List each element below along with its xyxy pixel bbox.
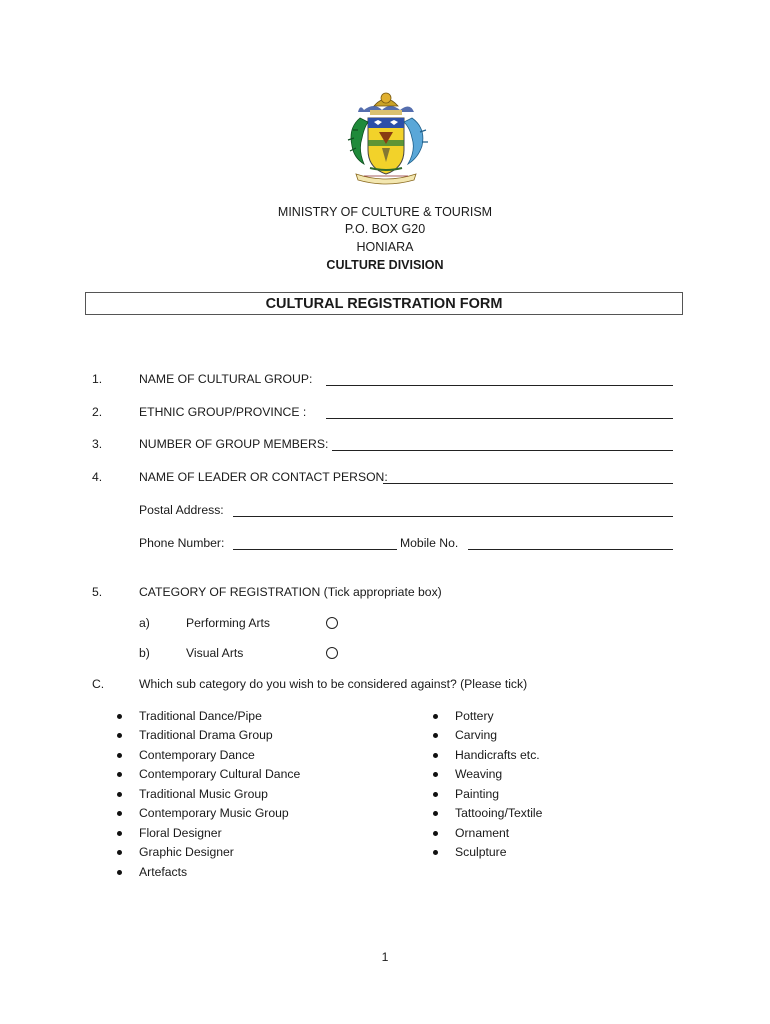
list-item[interactable]: Weaving xyxy=(455,767,503,781)
bullet-icon xyxy=(117,772,122,777)
page-number: 1 xyxy=(381,950,389,964)
division-name: CULTURE DIVISION xyxy=(326,258,444,272)
q2-label: ETHNIC GROUP/PROVINCE : xyxy=(139,405,307,419)
option-a-label: Performing Arts xyxy=(186,616,270,630)
bullet-icon xyxy=(117,831,122,836)
list-item[interactable]: Handicrafts etc. xyxy=(455,748,540,762)
qc-number: C. xyxy=(92,677,105,691)
q3-label: NUMBER OF GROUP MEMBERS: xyxy=(139,437,329,451)
bullet-icon xyxy=(433,772,438,777)
postal-address-field[interactable] xyxy=(233,504,673,517)
performing-arts-radio[interactable] xyxy=(326,617,338,629)
postal-label: Postal Address: xyxy=(139,503,224,517)
bullet-icon xyxy=(117,792,122,797)
mobile-label: Mobile No. xyxy=(400,536,459,550)
bullet-icon xyxy=(117,733,122,738)
bullet-icon xyxy=(117,870,122,875)
bullet-icon xyxy=(433,714,438,719)
list-item[interactable]: Traditional Music Group xyxy=(139,787,268,801)
list-item[interactable]: Tattooing/Textile xyxy=(455,806,543,820)
list-item[interactable]: Graphic Designer xyxy=(139,845,234,859)
bullet-icon xyxy=(433,753,438,758)
list-item[interactable]: Carving xyxy=(455,728,497,742)
list-item[interactable]: Traditional Dance/Pipe xyxy=(139,709,262,723)
member-count-field[interactable] xyxy=(332,438,673,451)
bullet-icon xyxy=(433,811,438,816)
bullet-icon xyxy=(433,850,438,855)
list-item[interactable]: Pottery xyxy=(455,709,494,723)
form-title-box xyxy=(85,292,683,315)
bullet-icon xyxy=(117,811,122,816)
list-item[interactable]: Sculpture xyxy=(455,845,507,859)
q1-label: NAME OF CULTURAL GROUP: xyxy=(139,372,313,386)
q2-number: 2. xyxy=(92,405,103,419)
list-item[interactable]: Painting xyxy=(455,787,500,801)
visual-arts-radio[interactable] xyxy=(326,647,338,659)
bullet-icon xyxy=(117,850,122,855)
contact-person-field[interactable] xyxy=(383,471,673,484)
option-b-label: Visual Arts xyxy=(186,646,244,660)
option-b-letter: b) xyxy=(139,646,150,660)
ministry-name: MINISTRY OF CULTURE & TOURISM xyxy=(277,205,493,219)
qc-label: Which sub category do you wish to be considered against? (Please tick) xyxy=(139,677,528,691)
bullet-icon xyxy=(433,733,438,738)
list-item[interactable]: Artefacts xyxy=(139,865,188,879)
phone-number-field[interactable] xyxy=(233,537,397,550)
q1-number: 1. xyxy=(92,372,103,386)
group-name-field[interactable] xyxy=(326,373,673,386)
q4-number: 4. xyxy=(92,470,103,484)
bullet-icon xyxy=(117,714,122,719)
city-name: HONIARA xyxy=(356,240,414,254)
bullet-icon xyxy=(117,753,122,758)
q4-label: NAME OF LEADER OR CONTACT PERSON: xyxy=(139,470,388,484)
coat-of-arms-emblem xyxy=(334,88,438,192)
list-item[interactable]: Ornament xyxy=(455,826,510,840)
list-item[interactable]: Floral Designer xyxy=(139,826,222,840)
bullet-icon xyxy=(433,792,438,797)
list-item[interactable]: Contemporary Dance xyxy=(139,748,255,762)
q5-label: CATEGORY OF REGISTRATION (Tick appropriate box) xyxy=(139,585,442,599)
bullet-icon xyxy=(433,831,438,836)
po-box: P.O. BOX G20 xyxy=(344,222,426,236)
list-item[interactable]: Contemporary Cultural Dance xyxy=(139,767,301,781)
phone-label: Phone Number: xyxy=(139,536,225,550)
q5-number: 5. xyxy=(92,585,103,599)
list-item[interactable]: Traditional Drama Group xyxy=(139,728,273,742)
ethnic-group-field[interactable] xyxy=(326,406,673,419)
mobile-number-field[interactable] xyxy=(468,537,673,550)
form-title: CULTURAL REGISTRATION FORM xyxy=(265,296,503,312)
q3-number: 3. xyxy=(92,437,103,451)
list-item[interactable]: Contemporary Music Group xyxy=(139,806,289,820)
option-a-letter: a) xyxy=(139,616,150,630)
